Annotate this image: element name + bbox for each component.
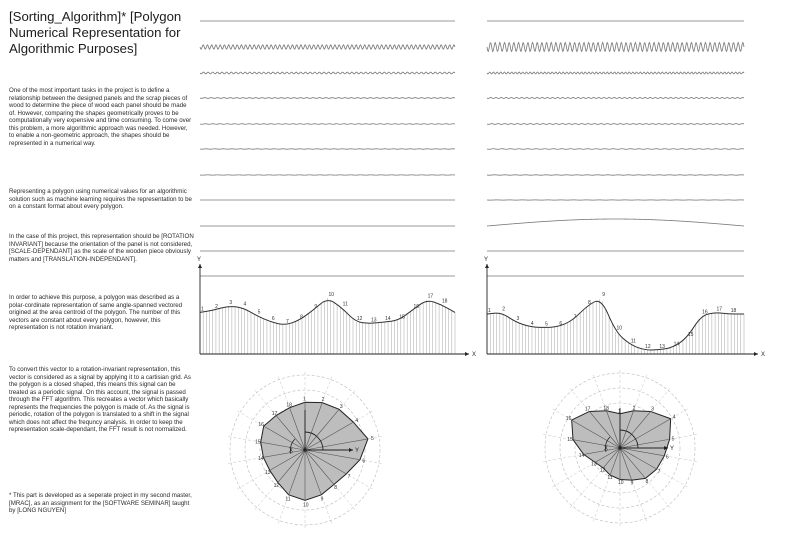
signal-vertex-label: 12 — [645, 344, 651, 350]
frequency-wave — [487, 219, 744, 226]
signal-vertex-label: 6 — [559, 320, 563, 327]
polygon-vertex-label: 5 — [671, 436, 675, 443]
signal-vertex-label: 8 — [300, 314, 303, 321]
signal-vertex-label: 1 — [201, 306, 204, 313]
polygon-vertex-label: 2 — [321, 396, 325, 403]
signal-vertex-label: 11 — [342, 301, 348, 308]
signal-vertex-label: 16 — [413, 304, 420, 310]
polygon-vertex-label: 1 — [303, 396, 306, 403]
signal-vertex-label: 5 — [257, 309, 261, 316]
signal-vertex-label: 14 — [673, 341, 680, 348]
signal-vertex-label: 15 — [687, 332, 694, 338]
signal-vertex-label: 3 — [516, 316, 520, 322]
polar-diagram-b — [543, 370, 697, 526]
signal-chart-b — [484, 257, 765, 358]
polygon-vertex-label: 16 — [258, 422, 264, 429]
y-axis-label: Y — [197, 257, 202, 263]
signal-vertex-label: 10 — [328, 292, 335, 298]
y-axis-label: Y — [484, 257, 489, 263]
polygon-vertex-label: 10 — [618, 480, 624, 487]
signal-vertex-label: 18 — [441, 298, 448, 305]
polygon-vertex-label: 8 — [645, 478, 649, 485]
frequency-wave — [487, 43, 744, 52]
signal-vertex-label: 9 — [602, 292, 606, 298]
x-axis-arrow — [754, 352, 758, 356]
polar-diagram-a — [228, 372, 382, 528]
y-axis-label: Y — [670, 446, 675, 452]
page-title: [Sorting_Algorithm]* [Polygon Numerical Representation for Algorithmic Purposes] — [9, 9, 182, 56]
polygon-vertex-label: 14 — [258, 455, 264, 462]
polygon-vertex-label: 4 — [355, 417, 358, 424]
signal-vertex-label: 16 — [702, 309, 708, 316]
polygon-vertex-label: 9 — [320, 496, 324, 503]
paragraph-polar: In order to achieve this purpose, a polygon was described as a polar-cordinate representation of same angle-spanned vectored origined at the area centroid of the polygon. The number of this vectors are constant about every polygon, however, this representation is not rotation invariant. — [9, 294, 183, 332]
polygon-vertex-label: 10 — [303, 502, 309, 509]
polygon-vertex-label: 2 — [632, 405, 636, 412]
polygon-vertex-label: 9 — [630, 480, 634, 487]
frequency-wave — [487, 124, 744, 125]
polygon-vertex-label: 18 — [286, 402, 292, 409]
frequency-wave — [200, 72, 455, 74]
paragraph-footnote: * This part is developed as a seperate project in my second master, [MRAC], as an assignment for the [SOFTWARE SEMINAR] taught by [LONG NGUYEN] — [9, 492, 192, 515]
signal-vertex-label: 12 — [356, 316, 363, 322]
signal-vertex-label: 6 — [271, 316, 275, 322]
polygon-vertex-label: 14 — [578, 452, 585, 459]
signal-vertex-label: 7 — [286, 319, 289, 326]
signal-vertex-label: 18 — [730, 308, 737, 314]
polygon-vertex-label: 18 — [603, 405, 609, 412]
paragraph-fft: To convert this vector to a rotation-invariant representation, this vector is considered as a signal by applying it to a cartisian grid. As the polygon is a closed shaped, this means this signal can be treated as a periodic signal. On this account, the signal is passed through the FFT algorithm. This recreates a vector which basically represents the frequencies the polygon is made of. As the signal is periodic, rotation of the polygon is translated to a shift in the signal which does not affect the frequncy analysis. In order to keep the representation scale-dependant, the FFT result is not normalized. — [9, 366, 191, 434]
x-axis-label: X — [289, 448, 294, 454]
polygon-vertex-label: 4 — [672, 414, 676, 421]
signal-vertex-label: 11 — [630, 338, 636, 345]
x-axis-label: X — [472, 352, 477, 358]
y-axis-arrow — [485, 264, 489, 268]
polygon-vertex-label: 6 — [362, 458, 366, 465]
polygon-vertex-label: 6 — [665, 454, 669, 461]
polygon-vertex-label: 17 — [271, 410, 278, 417]
frequency-wave — [200, 45, 455, 49]
x-axis-label: X — [761, 352, 766, 358]
frequency-waves-left — [200, 21, 455, 276]
polygon-vertex-label: 7 — [347, 473, 351, 480]
paragraph-intro: One of the most important tasks in the project is to define a relationship between the designed panels and the scrap pieces of wood to determine the piece of wood each panel should be made of. However, comparing the shapes geometrically proves to be computationally very expensive and time consuming. To come over this problem, a more algorithmic approach was needed. However, to enable a non-geometric approach, the shapes should be represented in a numerical way. — [9, 87, 192, 147]
signal-chart-a — [197, 257, 476, 358]
polygon-vertex-label: 8 — [334, 485, 338, 492]
polygon-vertex-label: 17 — [584, 406, 591, 413]
polygon-vertex-label: 15 — [255, 439, 261, 446]
polygon-vertex-label: 12 — [273, 482, 280, 489]
polygon-vertex-label: 12 — [599, 467, 606, 474]
signal-vertex-label: 7 — [573, 314, 577, 321]
frequency-wave — [487, 149, 744, 150]
frequency-wave — [200, 98, 455, 99]
polygon-vertex-label: 13 — [264, 469, 271, 476]
polygon-vertex-label: 11 — [285, 496, 291, 503]
signal-vertex-label: 15 — [399, 314, 405, 321]
polygon-vertex-label: 3 — [339, 404, 343, 411]
frequency-waves-right — [487, 21, 744, 276]
signal-vertex-label: 17 — [427, 293, 434, 300]
signal-vertex-label: 13 — [659, 344, 665, 350]
signal-vertex-label: 9 — [314, 304, 318, 310]
signal-vertex-label: 5 — [545, 321, 548, 328]
x-axis-arrow — [465, 352, 469, 356]
polygon-vertex-label: 7 — [657, 468, 661, 475]
y-axis-arrow — [198, 264, 202, 268]
polygon-vertex-label: 1 — [618, 409, 621, 416]
polygon-vertex-label: 13 — [591, 461, 597, 468]
y-axis-label: Y — [355, 448, 360, 454]
polygon-vertex-label: 11 — [607, 475, 613, 482]
signal-vertex-label: 13 — [371, 317, 377, 324]
polygon-vertex-label: 16 — [565, 415, 572, 422]
paragraph-representation: Representing a polygon using numerical values for an algorithmic solution such as machine learning requires the representation to be on a constant format about every polygon. — [9, 188, 192, 211]
frequency-wave — [200, 124, 455, 125]
signal-vertex-label: 1 — [488, 308, 491, 314]
signal-vertex-label: 10 — [616, 325, 623, 332]
polygon-vertex-label: 5 — [370, 436, 374, 443]
signal-vertex-label: 4 — [530, 320, 534, 327]
signal-vertex-label: 2 — [502, 306, 506, 313]
signal-vertex-label: 4 — [243, 301, 247, 308]
signal-vertex-label: 17 — [716, 306, 723, 313]
signal-vertex-label: 2 — [215, 304, 218, 310]
signal-vertex-label: 14 — [385, 316, 391, 322]
signal-vertex-label: 8 — [587, 300, 591, 306]
paragraph-invariance: In the case of this project, this representation should be [ROTATION INVARIANT] because the orientation of the panel is not considered, [SCALE-DEPENDANT] as the scale of the wooden piece obviously matters and [TRANSLATION-INDEPENDANT]. — [9, 233, 194, 263]
signal-vertex-label: 3 — [229, 300, 233, 306]
frequency-wave — [487, 72, 744, 74]
polygon-vertex-label: 3 — [651, 406, 654, 413]
polygon-vertex-label: 15 — [567, 437, 573, 444]
frequency-wave — [487, 98, 744, 99]
x-axis-label: X — [604, 446, 609, 452]
